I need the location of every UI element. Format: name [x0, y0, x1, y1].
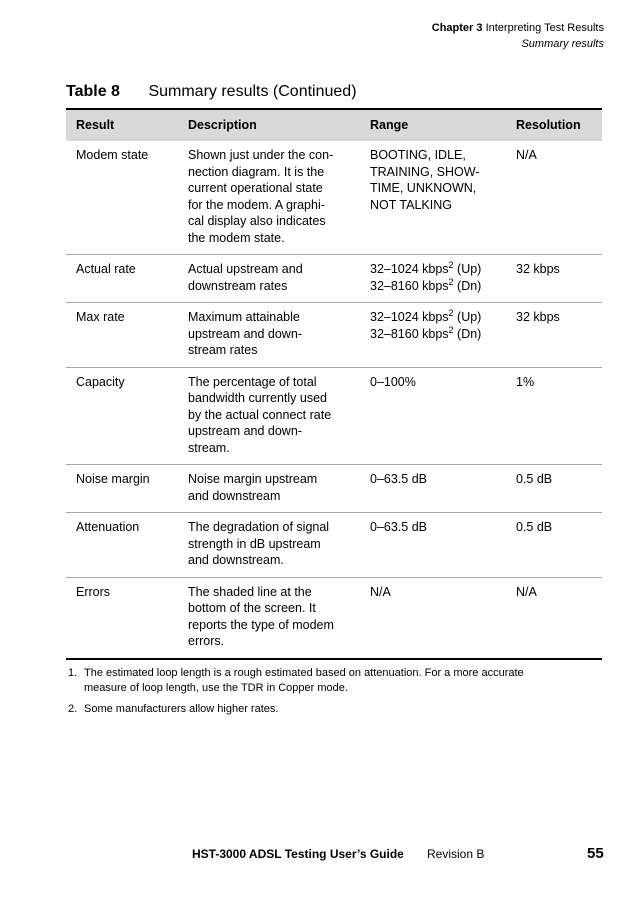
description-line: The shaded line at the: [188, 584, 312, 599]
range-value: TIME, UNKNOWN,: [370, 181, 477, 195]
description-line: Noise margin upstream: [188, 472, 318, 486]
cell-description: [178, 367, 360, 465]
description-line: The degradation of signal: [188, 520, 330, 534]
range-value: 0–100%: [370, 374, 416, 389]
table-caption: [66, 83, 357, 101]
table-body: [66, 141, 602, 659]
range-line: [370, 164, 506, 181]
table-title: Summary results (Continued): [148, 83, 357, 100]
column-header-description: Description: [178, 109, 360, 141]
description-line: The percentage of total: [188, 374, 317, 389]
range-line: [370, 471, 506, 488]
description-line: Actual upstream and: [188, 262, 303, 276]
range-line: [370, 197, 506, 214]
cell-range: [360, 255, 506, 303]
column-header-result: Result: [66, 109, 178, 141]
range-direction: (Up): [453, 262, 482, 276]
cell-result: Noise margin: [66, 465, 178, 513]
description-line: for the modem. A graphi-: [188, 197, 325, 212]
range-line: [370, 519, 506, 536]
range-line: [370, 278, 506, 295]
footnote-ref: 2: [448, 308, 454, 318]
cell-result: Errors: [66, 577, 178, 659]
description-line: bandwidth currently used: [188, 391, 327, 405]
chapter-label: Chapter 3: [431, 22, 483, 34]
description-line: and downstream.: [188, 553, 284, 567]
cell-description: [178, 577, 360, 659]
cell-description: [178, 255, 360, 303]
range-value: 32–1024 kbps: [370, 262, 449, 276]
table-number: Table 8: [66, 83, 120, 100]
description-line: bottom of the screen. It: [188, 601, 316, 615]
cell-description: [178, 141, 360, 255]
cell-result: Actual rate: [66, 255, 178, 303]
description-line: errors.: [188, 634, 225, 648]
range-line: [370, 147, 506, 164]
chapter-title: Interpreting Test Results: [485, 22, 604, 34]
description-line: nection diagram. It is the: [188, 164, 325, 179]
range-value: N/A: [370, 584, 391, 599]
footnote-text: [84, 702, 588, 717]
cell-range: [360, 513, 506, 578]
table-row: [66, 303, 602, 368]
cell-description: [178, 465, 360, 513]
table-row: [66, 513, 602, 578]
cell-result: Modem state: [66, 141, 178, 255]
table-row: [66, 367, 602, 465]
table-row: [66, 465, 602, 513]
range-line: [370, 261, 506, 278]
range-value: 0–63.5 dB: [370, 472, 427, 486]
footer-guide-title: HST-3000 ADSL Testing User’s Guide: [192, 847, 404, 861]
description-line: downstream rates: [188, 278, 288, 293]
range-value: 0–63.5 dB: [370, 520, 427, 534]
footnote-line: Some manufacturers allow higher rates.: [84, 703, 279, 715]
description-line: by the actual connect rate: [188, 407, 332, 422]
description-line: Maximum attainable: [188, 310, 300, 324]
range-line: [370, 309, 506, 326]
description-line: strength in dB upstream: [188, 536, 321, 551]
description-line: stream rates: [188, 343, 258, 357]
cell-result: Attenuation: [66, 513, 178, 578]
column-header-resolution: Resolution: [506, 109, 602, 141]
description-line: Shown just under the con-: [188, 148, 334, 162]
footnote-text: [84, 666, 588, 696]
footnote-ref: 2: [448, 260, 454, 270]
cell-result: Capacity: [66, 367, 178, 465]
cell-range: [360, 367, 506, 465]
footnote-ref: 2: [448, 324, 454, 335]
cell-resolution: 1%: [506, 367, 602, 465]
footnote: [68, 666, 588, 696]
cell-range: [360, 303, 506, 368]
cell-resolution: N/A: [506, 141, 602, 255]
description-line: stream.: [188, 440, 230, 455]
cell-range: [360, 577, 506, 659]
range-direction: (Dn): [453, 278, 482, 293]
cell-result: Max rate: [66, 303, 178, 368]
range-value: BOOTING, IDLE,: [370, 148, 466, 162]
table-row: [66, 141, 602, 255]
running-header: [432, 20, 604, 52]
range-value: NOT TALKING: [370, 197, 452, 212]
footnote-line: The estimated loop length is a rough estimated based on attenuation. For a more accurate: [84, 667, 524, 679]
footnote-number: 1.: [68, 667, 78, 679]
range-value: TRAINING, SHOW-: [370, 164, 480, 179]
range-direction: (Up): [453, 310, 482, 324]
table-row: [66, 577, 602, 659]
description-line: the modem state.: [188, 230, 285, 245]
range-line: [370, 584, 506, 601]
range-value: 32–8160 kbps: [370, 278, 449, 293]
footer-revision: Revision B: [427, 847, 485, 861]
footnote: [68, 702, 588, 717]
cell-resolution: 0.5 dB: [506, 465, 602, 513]
description-line: current operational state: [188, 181, 323, 195]
table-row: [66, 255, 602, 303]
range-line: [370, 374, 506, 391]
column-header-range: Range: [360, 109, 506, 141]
footnote-ref: 2: [448, 276, 454, 287]
range-value: 32–1024 kbps: [370, 310, 449, 324]
description-line: upstream and down-: [188, 326, 302, 341]
cell-resolution: N/A: [506, 577, 602, 659]
cell-description: [178, 513, 360, 578]
range-line: [370, 326, 506, 343]
description-line: cal display also indicates: [188, 214, 326, 228]
cell-range: [360, 141, 506, 255]
range-value: 32–8160 kbps: [370, 326, 449, 341]
table-header-row: [66, 109, 602, 141]
description-line: upstream and down-: [188, 424, 302, 438]
footnote-number: 2.: [68, 703, 78, 715]
cell-resolution: 0.5 dB: [506, 513, 602, 578]
range-direction: (Dn): [453, 326, 482, 341]
cell-description: [178, 303, 360, 368]
description-line: and downstream: [188, 488, 281, 503]
footnote-line: measure of loop length, use the TDR in Copper mode.: [84, 682, 348, 694]
range-line: [370, 180, 506, 197]
cell-resolution: 32 kbps: [506, 255, 602, 303]
page-number: 55: [587, 845, 604, 862]
chapter-line: [432, 20, 604, 36]
summary-results-table: [66, 108, 602, 660]
description-line: reports the type of modem: [188, 617, 334, 632]
cell-range: [360, 465, 506, 513]
section-title: Summary results: [521, 38, 604, 50]
cell-resolution: 32 kbps: [506, 303, 602, 368]
